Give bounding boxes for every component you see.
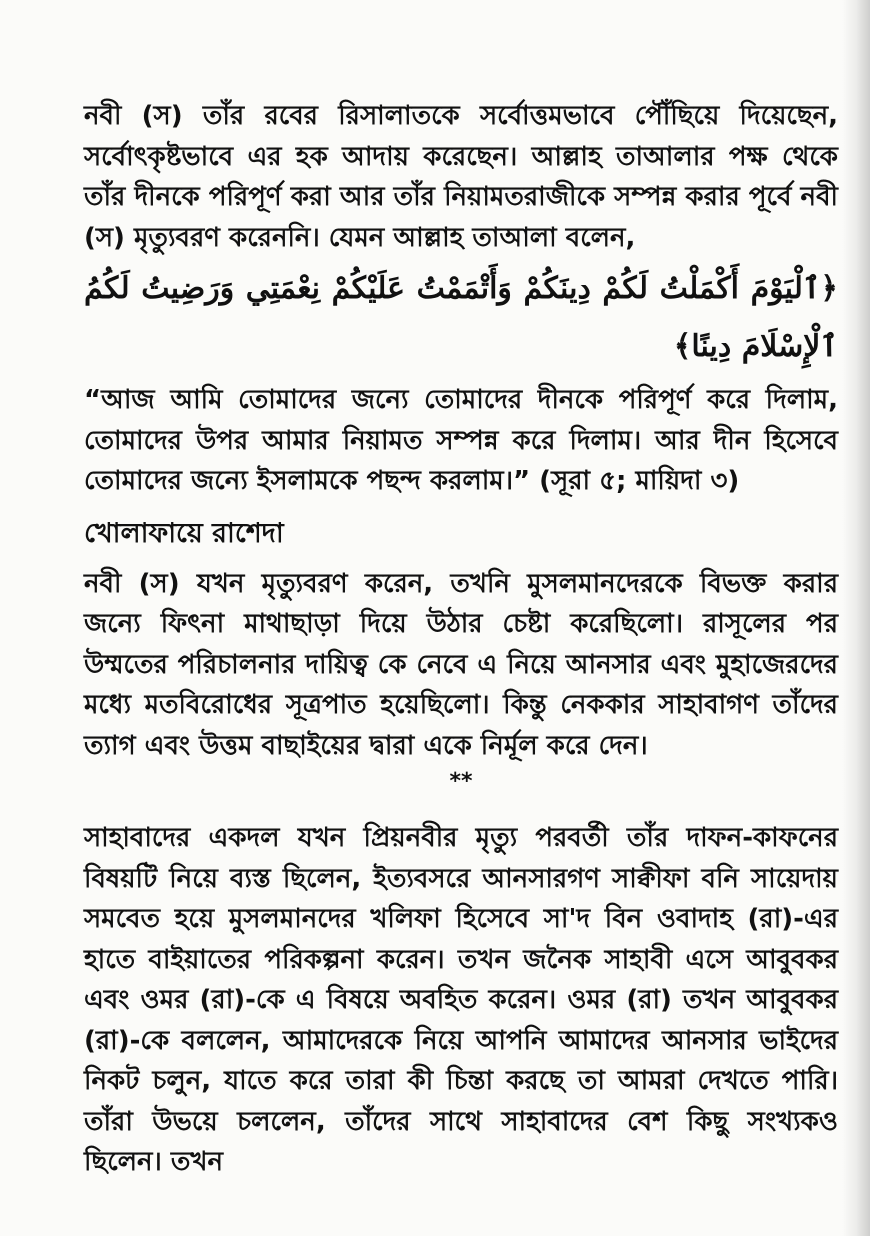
section-paragraph: নবী (স) যখন মৃত্যুবরণ করেন, তখনি মুসলমানদেরকে বিভক্ত করার জন্যে ফিৎনা মাথাছাড়া দিয়ে উঠার চেষ্টা করেছিলো। রাসূলের পর উম্মতের পরিচালনার দায়িত্ব কে নেবে এ নিয়ে আনসার এবং মুহাজেরদের মধ্যে মতবিরোধের সূত্রপাত হয়েছিলো। কিন্তু নেককার সাহাবাগণ তাঁদের ত্যাগ এবং উত্তম বাছাইয়ের দ্বারা একে নির্মূল করে দেন। [84,568,838,761]
page-edge-shadow [842,0,870,1236]
page-body [84,96,838,1183]
final-paragraph: সাহাবাদের একদল যখন প্রিয়নবীর মৃত্যু পরবর্তী তাঁর দাফন-কাফনের বিষয়টি নিয়ে ব্যস্ত ছিলেন, ইত্যবসরে আনসারগণ সাক্বীফা বনি সায়েদায় সমবেত হয়ে মুসলমানদের খলিফা হিসেবে সা'দ বিন ওবাদাহ (রা)-এর হাতে বাইয়াতের পরিকল্পনা করেন। তখন জনৈক সাহাবী এসে আবুবকর এবং ওমর (রা)-কে এ বিষয়ে অবহিত করেন। ওমর (রা) তখন আবুবকর (রা)-কে বললেন, আমাদেরকে নিয়ে আপনি আমাদের আনসার ভাইদের নিকট চলুন, যাতে করে তারা কী চিন্তা করছে তা আমরা দেখতে পারি। তাঁরা উভয়ে চললেন, তাঁদের সাথে সাহাবাদের বেশ কিছু সংখ্যকও ছিলেন। তখন [84,823,838,1177]
intro-paragraph: নবী (স) তাঁর রবের রিসালাতকে সর্বোত্তমভাবে পৌঁছিয়ে দিয়েছেন, সর্বোৎকৃষ্টভাবে এর হক আদায় করেছেন। আল্লাহ তাআলার পক্ষ থেকে তাঁর দীনকে পরিপূর্ণ করা আর তাঁর নিয়ামতরাজীকে সম্পন্ন করার পূর্বে নবী (স) মৃত্যুবরণ করেননি। যেমন আল্লাহ তাআলা বলেন, [84,101,838,253]
section-separator: ** [449,769,473,794]
verse-translation: “আজ আমি তোমাদের জন্যে তোমাদের দীনকে পরিপূর্ণ করে দিলাম, তোমাদের উপর আমার নিয়ামত সম্পন্ন করে দিলাম। আর দীন হিসেবে তোমাদের জন্যে ইসলামকে পছন্দ করলাম।” (সূরা ৫; মায়িদা ৩) [84,385,838,496]
arabic-verse: ﴿ٱلْيَوْمَ أَكْمَلْتُ لَكُمْ دِينَكُمْ وَأَتْمَمْتُ عَلَيْكُمْ نِعْمَتِي وَرَضِيتُ لَكُمُ ٱلْإِسْلَامَ دِينًا﴾ [84,271,838,364]
section-heading: খোলাফায়ে রাশেদা [84,517,284,549]
